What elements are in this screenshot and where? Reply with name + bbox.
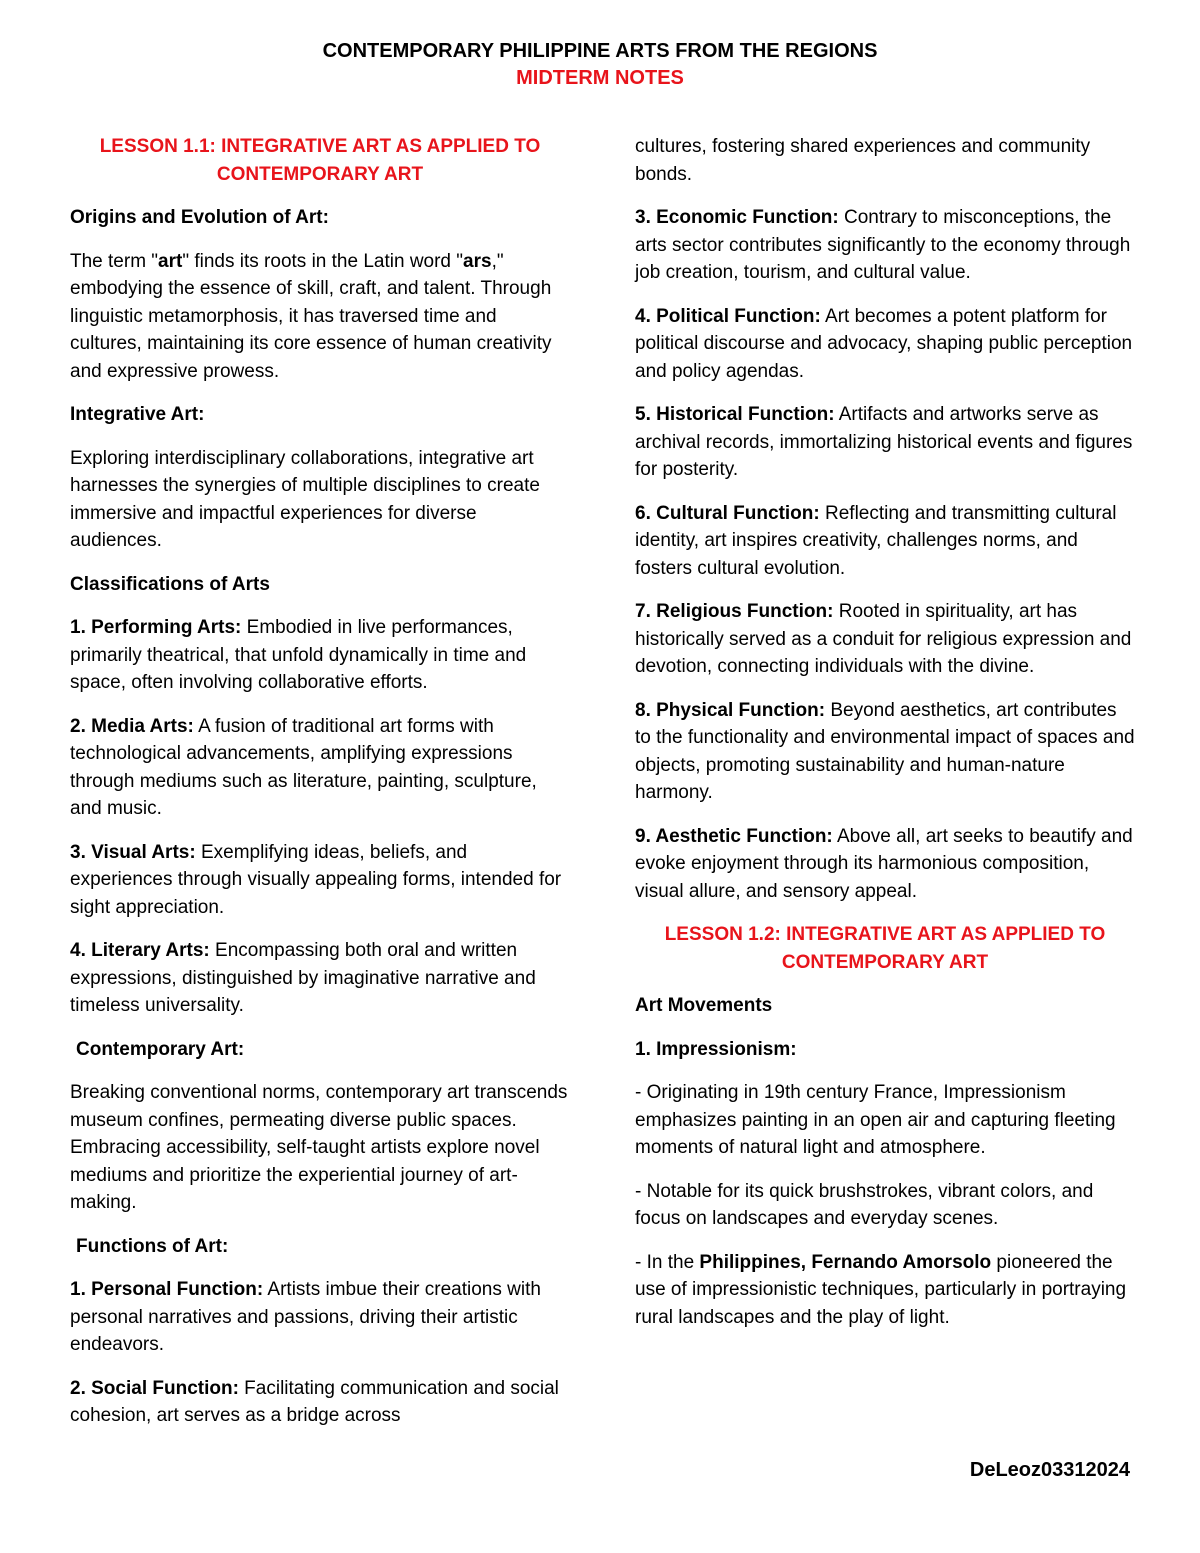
- item-label: 8. Physical Function:: [635, 699, 826, 721]
- item-text: Embodied in live performances, primarily theatrical, that unfold dynamically in time and space, often involving collaborative efforts.: [70, 617, 527, 693]
- list-item: [70, 713, 570, 823]
- list-item: [70, 614, 570, 697]
- impressionism-paragraph: [635, 1249, 1135, 1332]
- bold-term-art: art: [158, 250, 183, 272]
- bold-name: Philippines, Fernando Amorsolo: [699, 1251, 992, 1273]
- item-text: Reflecting and transmitting cultural identity, art inspires creativity, challenges norms, and fosters cultural evolution.: [635, 502, 1117, 579]
- list-item: [70, 1375, 570, 1430]
- item-text: Artifacts and artworks serve as archival records, immortalizing historical events and figures for posterity.: [635, 404, 1133, 480]
- continuation-text: cultures, fostering shared experiences and community bonds.: [635, 136, 1091, 185]
- item-text: Rooted in spirituality, art has historically served as a conduit for religious expression and devotion, connecting individuals with the divine.: [635, 601, 1132, 677]
- list-item: [70, 937, 570, 1020]
- item-text: Beyond aesthetics, art contributes to the functionality and environmental impact of spaces and objects, promoting sustainability and human-nature harmony.: [635, 699, 1135, 803]
- impressionism-paragraph: - Originating in 19th century France, Impressionism emphasizes painting in an open air and capturing fleeting moments of natural light and atmosphere.: [635, 1082, 1116, 1158]
- section-heading-integrative: Integrative Art:: [70, 404, 205, 425]
- item-label: 7. Religious Function:: [635, 601, 834, 622]
- item-label: 4. Literary Arts:: [70, 940, 210, 961]
- item-text: Art becomes a potent platform for political discourse and advocacy, shaping public perception and policy agendas.: [635, 305, 1133, 382]
- lesson-title: LESSON 1.2: INTEGRATIVE ART AS APPLIED TO CONTEMPORARY ART: [664, 924, 1106, 973]
- left-column: [70, 133, 570, 1446]
- list-item: [70, 839, 570, 922]
- item-text: A fusion of traditional art forms with technological advancements, amplifying expressions through mediums such as literature, painting, sculpture, and music.: [70, 715, 537, 819]
- text-run: - In the: [635, 1251, 700, 1273]
- item-label: 9. Aesthetic Function:: [635, 825, 833, 847]
- right-column: [635, 133, 1135, 1347]
- section-heading-contemporary: Contemporary Art:: [76, 1038, 245, 1060]
- item-label: 6. Cultural Function:: [635, 502, 820, 524]
- list-item: [635, 697, 1135, 807]
- document-subtitle: MIDTERM NOTES: [516, 67, 684, 89]
- item-label: 5. Historical Function:: [635, 404, 835, 425]
- list-item: [635, 598, 1135, 681]
- section-heading-classifications: Classifications of Arts: [70, 573, 270, 595]
- lesson-title: LESSON 1.1: INTEGRATIVE ART AS APPLIED TO CONTEMPORARY ART: [99, 136, 541, 185]
- item-text: Encompassing both oral and written expressions, distinguished by imaginative narrative and timeless universality.: [70, 940, 536, 1016]
- list-item: [635, 204, 1135, 287]
- item-label: 1. Performing Arts:: [70, 617, 242, 638]
- list-item: [635, 500, 1135, 583]
- contemporary-paragraph: Breaking conventional norms, contemporary art transcends museum confines, permeating diverse public spaces. Embracing accessibility, self-taught artists explore novel mediums and prioritize the experiential journey of art-making.: [70, 1082, 568, 1213]
- text-run: " finds its roots in the Latin word ": [182, 250, 464, 272]
- list-item: [70, 1276, 570, 1359]
- item-label: 4. Political Function:: [635, 305, 821, 327]
- document-title: CONTEMPORARY PHILIPPINE ARTS FROM THE REGIONS: [322, 40, 878, 62]
- list-item: [635, 401, 1135, 484]
- item-label: 2. Social Function:: [70, 1377, 239, 1399]
- item-text: Contrary to misconceptions, the arts sector contributes significantly to the economy through job creation, tourism, and cultural value.: [635, 207, 1131, 283]
- item-label: 3. Visual Arts:: [70, 841, 196, 863]
- origins-paragraph: [70, 248, 570, 386]
- item-text: Exemplifying ideas, beliefs, and experiences through visually appealing forms, intended for sight appreciation.: [70, 841, 562, 918]
- impressionism-paragraph: - Notable for its quick brushstrokes, vibrant colors, and focus on landscapes and everyday scenes.: [635, 1180, 1094, 1229]
- item-label: 2. Media Arts:: [70, 715, 194, 737]
- bold-term-ars: ars: [463, 250, 492, 272]
- sub-heading-impressionism: 1. Impressionism:: [635, 1038, 797, 1060]
- item-text: Above all, art seeks to beautify and evoke enjoyment through its harmonious composition, visual allure, and sensory appeal.: [635, 825, 1133, 902]
- item-label: 3. Economic Function:: [635, 207, 839, 228]
- integrative-paragraph: Exploring interdisciplinary collaborations, integrative art harnesses the synergies of multiple disciplines to create immersive and impactful experiences for diverse audiences.: [70, 447, 540, 551]
- text-run: The term ": [70, 250, 159, 272]
- text-run: ," embodying the essence of skill, craft, and talent. Through linguistic metamorphosis, it has traversed time and cultures, maintaining its core essence of human creativity and expressive prowess.: [70, 250, 552, 382]
- item-label: 1. Personal Function:: [70, 1279, 264, 1300]
- list-item: [635, 303, 1135, 386]
- section-heading-origins: Origins and Evolution of Art:: [70, 207, 329, 228]
- item-text: Artists imbue their creations with personal narratives and passions, driving their artistic endeavors.: [70, 1279, 541, 1355]
- section-heading-movements: Art Movements: [635, 995, 773, 1016]
- item-text: Facilitating communication and social cohesion, art serves as a bridge across: [70, 1377, 559, 1426]
- list-item: [635, 823, 1135, 906]
- author-signature: DeLeoz03312024: [969, 1459, 1130, 1481]
- section-heading-functions: Functions of Art:: [76, 1235, 229, 1257]
- text-run: pioneered the use of impressionistic techniques, particularly in portraying rural landscapes and the play of light.: [635, 1251, 1127, 1328]
